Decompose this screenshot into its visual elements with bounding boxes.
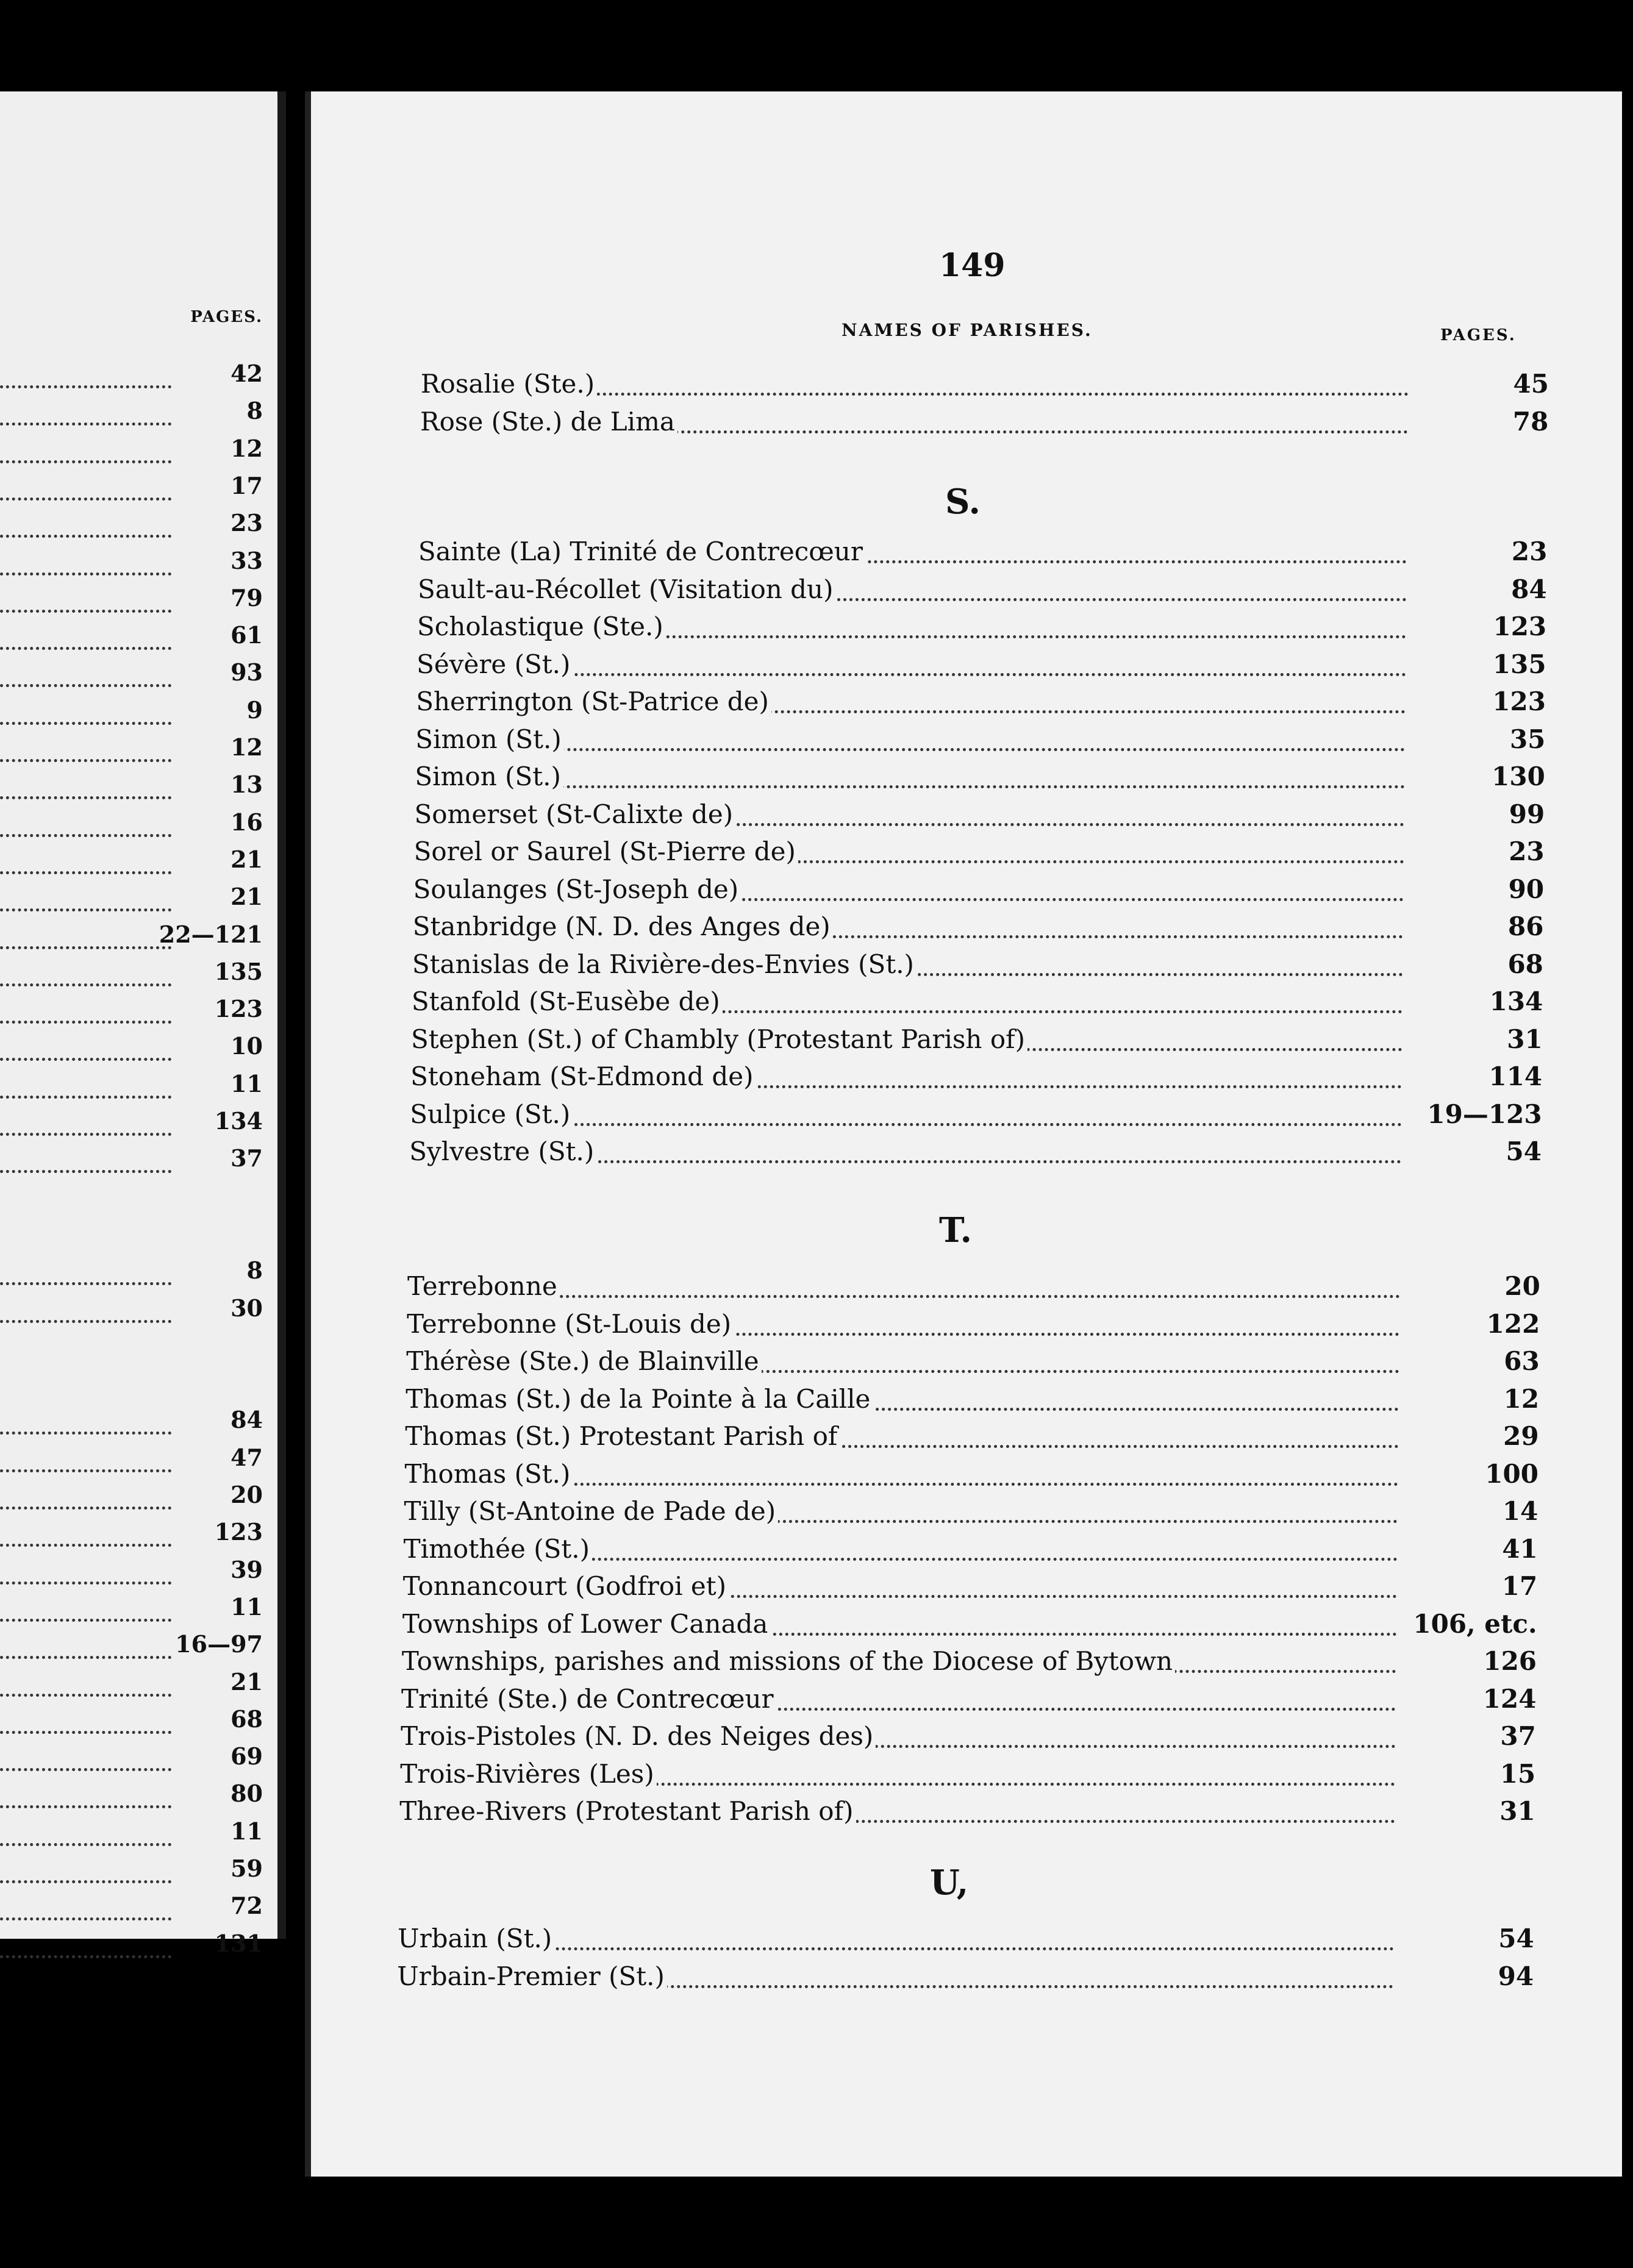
dot-leader bbox=[0, 908, 171, 911]
left-page-number: 123 bbox=[214, 995, 263, 1023]
parish-page: 54 bbox=[1506, 1136, 1542, 1166]
parish-page: 123 bbox=[1492, 686, 1546, 716]
left-page-number: 21 bbox=[230, 845, 263, 873]
parish-page: 31 bbox=[1507, 1024, 1543, 1054]
left-page-number: 23 bbox=[230, 509, 263, 537]
left-page-row bbox=[0, 771, 263, 808]
column-header: NAMES OF PARISHES. bbox=[842, 320, 1093, 340]
parish-page: 19—123 bbox=[1427, 1099, 1542, 1129]
left-page-number: 68 bbox=[230, 1705, 263, 1733]
dot-leader bbox=[0, 1469, 171, 1472]
left-page-number: 37 bbox=[230, 1144, 263, 1172]
parish-page: 14 bbox=[1502, 1496, 1538, 1526]
dot-leader bbox=[0, 759, 171, 762]
pages-header: PAGES. bbox=[1440, 326, 1517, 344]
parish-name: Somerset (St-Calixte de) bbox=[414, 799, 735, 829]
dot-leader bbox=[0, 460, 171, 463]
parish-entry bbox=[403, 1533, 1538, 1572]
section-letter: U, bbox=[930, 1863, 969, 1903]
parish-entry bbox=[416, 649, 1546, 687]
parish-entry bbox=[402, 1571, 1538, 1609]
left-page-row bbox=[0, 1481, 263, 1518]
left-page-row bbox=[0, 435, 263, 472]
left-page-row bbox=[0, 883, 263, 920]
parish-name: Sévère (St.) bbox=[416, 649, 573, 679]
parish-name: Tonnancourt (Godfroi et) bbox=[403, 1571, 729, 1601]
parish-name: Sainte (La) Trinité de Contrecœur bbox=[418, 537, 865, 566]
dot-leader bbox=[0, 647, 171, 650]
dot-leader bbox=[0, 1021, 171, 1024]
parish-entry bbox=[413, 836, 1545, 874]
left-page-number: 22—121 bbox=[159, 920, 263, 948]
left-page-row bbox=[0, 696, 263, 733]
left-page-number: 123 bbox=[214, 1518, 263, 1546]
dot-leader bbox=[0, 1656, 171, 1659]
left-page-row bbox=[0, 1107, 263, 1144]
parish-entry bbox=[412, 911, 1544, 949]
parish-page: 68 bbox=[1507, 949, 1543, 979]
dot-leader bbox=[0, 1582, 171, 1585]
left-page-row bbox=[0, 995, 263, 1032]
left-page-row bbox=[0, 584, 263, 621]
parish-entry bbox=[401, 1646, 1537, 1684]
left-page-number: 93 bbox=[230, 658, 263, 686]
parish-page: 122 bbox=[1486, 1308, 1540, 1339]
parish-name: Simon (St.) bbox=[415, 761, 563, 791]
dot-leader bbox=[0, 1544, 171, 1547]
left-page-number: 134 bbox=[214, 1107, 263, 1135]
parish-page: 90 bbox=[1508, 874, 1545, 904]
left-page-number: 131 bbox=[214, 1929, 263, 1957]
dot-leader bbox=[0, 610, 171, 613]
left-page-row bbox=[0, 1817, 263, 1855]
dot-leader bbox=[415, 785, 1404, 788]
parish-entry bbox=[420, 369, 1549, 407]
left-page-row bbox=[0, 1630, 263, 1667]
parish-entry bbox=[409, 1136, 1542, 1174]
left-page-row bbox=[0, 921, 263, 958]
right-page bbox=[305, 91, 1622, 2177]
parish-name: Sylvestre (St.) bbox=[409, 1136, 596, 1166]
parish-name: Sorel or Saurel (St-Pierre de) bbox=[414, 836, 798, 866]
left-page-row bbox=[0, 472, 263, 509]
parish-name: Stoneham (St-Edmond de) bbox=[410, 1061, 756, 1091]
parish-page: 78 bbox=[1512, 406, 1549, 437]
dot-leader bbox=[0, 983, 171, 986]
parish-entry bbox=[401, 1683, 1537, 1722]
parish-page: 99 bbox=[1509, 799, 1545, 829]
parish-page: 23 bbox=[1511, 537, 1548, 566]
parish-name: Tilly (St-Antoine de Pade de) bbox=[404, 1496, 779, 1526]
dot-leader bbox=[0, 497, 171, 501]
parish-entry bbox=[412, 949, 1543, 987]
parish-name: Scholastique (Ste.) bbox=[417, 612, 666, 641]
left-page-number: 84 bbox=[230, 1406, 263, 1434]
dot-leader bbox=[0, 535, 171, 538]
dot-leader bbox=[0, 1694, 171, 1697]
dot-leader bbox=[0, 1320, 171, 1323]
left-page-number: 9 bbox=[246, 696, 263, 724]
dot-leader bbox=[0, 1507, 171, 1510]
parish-page: 54 bbox=[1498, 1924, 1534, 1953]
parish-name: Sault-au-Récollet (Visitation du) bbox=[418, 574, 836, 604]
left-page-number: 16 bbox=[230, 808, 263, 836]
parish-entry bbox=[407, 1271, 1540, 1309]
parish-name: Terrebonne bbox=[407, 1271, 560, 1301]
left-page-row bbox=[0, 547, 263, 584]
left-page-number: 17 bbox=[230, 471, 263, 499]
parish-name: Stanislas de la Rivière-des-Envies (St.) bbox=[412, 949, 917, 979]
left-page-number: 11 bbox=[230, 1817, 263, 1845]
parish-name: Simon (St.) bbox=[415, 724, 564, 754]
parish-name: Three-Rivers (Protestant Parish of) bbox=[399, 1796, 856, 1826]
parish-entry bbox=[414, 799, 1545, 837]
left-page-number: 79 bbox=[230, 583, 263, 612]
left-page-row bbox=[0, 1518, 263, 1555]
dot-leader bbox=[0, 572, 171, 576]
left-page-row bbox=[0, 1668, 263, 1705]
parish-name: Trois-Rivières (Les) bbox=[400, 1759, 657, 1789]
left-page-number: 21 bbox=[230, 1667, 263, 1696]
dot-leader bbox=[0, 1058, 171, 1061]
parish-page: 134 bbox=[1489, 986, 1543, 1016]
left-page-number: 8 bbox=[246, 397, 263, 425]
parish-page: 12 bbox=[1503, 1383, 1540, 1414]
parish-page: 37 bbox=[1500, 1721, 1536, 1751]
left-page-row bbox=[0, 808, 263, 846]
dot-leader bbox=[0, 796, 171, 799]
left-page-number: 20 bbox=[230, 1481, 263, 1508]
left-page-row bbox=[0, 733, 263, 771]
parish-entry bbox=[416, 686, 1546, 724]
left-page-number: 47 bbox=[230, 1443, 263, 1471]
left-page-number: 13 bbox=[230, 771, 263, 799]
parish-page: 84 bbox=[1511, 574, 1547, 604]
dot-leader bbox=[0, 1432, 171, 1435]
parish-name: Thomas (St.) Protestant Parish of bbox=[405, 1421, 840, 1451]
left-page-number: 72 bbox=[230, 1892, 263, 1920]
dot-leader bbox=[0, 1133, 171, 1136]
parish-page: 124 bbox=[1482, 1683, 1537, 1714]
dot-leader bbox=[0, 871, 171, 874]
parish-name: Rosalie (Ste.) bbox=[421, 369, 597, 399]
parish-entry bbox=[415, 724, 1546, 762]
dot-leader bbox=[0, 385, 171, 388]
parish-page: 130 bbox=[1492, 761, 1545, 791]
dot-leader bbox=[0, 834, 171, 837]
parish-entry bbox=[406, 1383, 1540, 1422]
section-letter: T. bbox=[939, 1210, 972, 1250]
left-page-row bbox=[0, 1780, 263, 1817]
dot-leader bbox=[0, 946, 171, 949]
parish-entry bbox=[410, 1061, 1543, 1099]
left-page-row bbox=[0, 1930, 263, 1967]
dot-leader bbox=[0, 423, 171, 426]
parish-name: Terrebonne (St-Louis de) bbox=[407, 1309, 734, 1339]
parish-name: Timothée (St.) bbox=[404, 1534, 592, 1564]
parish-entry bbox=[411, 1024, 1543, 1062]
dot-leader bbox=[0, 722, 171, 725]
dot-leader bbox=[0, 1955, 171, 1958]
parish-page: 29 bbox=[1503, 1421, 1539, 1451]
parish-name: Soulanges (St-Joseph de) bbox=[413, 874, 741, 904]
left-page-number: 11 bbox=[230, 1592, 263, 1621]
parish-name: Stephen (St.) of Chambly (Protestant Parish of) bbox=[411, 1024, 1027, 1054]
left-page-number: 69 bbox=[230, 1742, 263, 1771]
parish-entry bbox=[400, 1758, 1536, 1797]
parish-entry bbox=[405, 1421, 1539, 1459]
parish-page: 123 bbox=[1493, 612, 1547, 641]
section-letter: S. bbox=[945, 482, 981, 522]
parish-entry bbox=[401, 1721, 1536, 1759]
parish-page: 86 bbox=[1508, 911, 1544, 941]
dot-leader bbox=[0, 1282, 171, 1285]
dot-leader bbox=[0, 1843, 171, 1846]
left-page-number: 80 bbox=[230, 1780, 263, 1808]
parish-page: 126 bbox=[1483, 1646, 1537, 1676]
parish-page: 23 bbox=[1509, 836, 1545, 866]
parish-entry bbox=[418, 537, 1548, 574]
dot-leader bbox=[0, 1880, 171, 1883]
left-page-row bbox=[0, 1892, 263, 1929]
parish-entry bbox=[417, 612, 1547, 649]
parish-page: 94 bbox=[1498, 1961, 1534, 1991]
parish-name: Urbain-Premier (St.) bbox=[397, 1961, 667, 1991]
left-page-row bbox=[0, 1406, 263, 1443]
parish-entry bbox=[410, 1099, 1542, 1137]
left-page-row bbox=[0, 1294, 263, 1332]
parish-entry bbox=[404, 1458, 1538, 1497]
left-page-row bbox=[0, 1070, 263, 1107]
left-page-row bbox=[0, 658, 263, 696]
dot-leader bbox=[0, 1917, 171, 1920]
left-page-row bbox=[0, 1032, 263, 1069]
parish-name: Thomas (St.) bbox=[404, 1459, 573, 1489]
parish-name: Townships, parishes and missions of the Diocese of Bytown bbox=[402, 1646, 1175, 1676]
parish-page: 114 bbox=[1488, 1061, 1543, 1091]
left-page-number: 10 bbox=[230, 1032, 263, 1060]
dot-leader bbox=[0, 1619, 171, 1622]
parish-entry bbox=[411, 986, 1543, 1024]
dot-leader bbox=[0, 1731, 171, 1734]
parish-entry bbox=[402, 1608, 1537, 1647]
left-page-number: 61 bbox=[230, 621, 263, 649]
parish-name: Urbain (St.) bbox=[398, 1924, 554, 1953]
left-page bbox=[0, 91, 286, 1957]
parish-name: Trois-Pistoles (N. D. des Neiges des) bbox=[401, 1721, 876, 1751]
left-page-number: 135 bbox=[214, 957, 263, 985]
left-page-row bbox=[0, 397, 263, 434]
left-pages-header: PAGES. bbox=[190, 308, 263, 326]
parish-name: Thérèse (Ste.) de Blainville bbox=[406, 1346, 761, 1376]
left-page-row bbox=[0, 1593, 263, 1630]
parish-name: Trinité (Ste.) de Contrecœur bbox=[401, 1684, 776, 1714]
dot-leader bbox=[0, 1768, 171, 1771]
dot-leader bbox=[0, 684, 171, 687]
parish-page: 41 bbox=[1502, 1533, 1538, 1564]
parish-name: Rose (Ste.) de Lima bbox=[420, 407, 677, 437]
parish-entry bbox=[398, 1924, 1534, 1961]
parish-page: 45 bbox=[1513, 369, 1549, 399]
parish-entry bbox=[407, 1308, 1540, 1347]
parish-name: Townships of Lower Canada bbox=[402, 1609, 771, 1639]
left-page-number: 12 bbox=[230, 434, 263, 462]
left-page-number: 16—97 bbox=[175, 1630, 263, 1658]
dot-leader bbox=[0, 1170, 171, 1173]
parish-entry bbox=[404, 1496, 1538, 1534]
parish-entry bbox=[417, 574, 1547, 612]
left-page-row bbox=[0, 958, 263, 995]
left-page-number: 21 bbox=[230, 883, 263, 911]
parish-entry bbox=[420, 406, 1549, 444]
parish-entry bbox=[397, 1961, 1534, 1999]
dot-leader bbox=[0, 1805, 171, 1808]
parish-name: Thomas (St.) de la Pointe à la Caille bbox=[406, 1384, 873, 1414]
parish-page: 35 bbox=[1509, 724, 1546, 754]
parish-entry bbox=[399, 1796, 1535, 1834]
dot-leader bbox=[0, 1096, 171, 1099]
parish-name: Stanbridge (N. D. des Anges de) bbox=[413, 911, 833, 941]
parish-page: 63 bbox=[1504, 1346, 1540, 1376]
left-page-row bbox=[0, 846, 263, 883]
parish-page: 106, etc. bbox=[1413, 1608, 1537, 1639]
parish-name: Sulpice (St.) bbox=[410, 1099, 573, 1129]
parish-entry bbox=[406, 1346, 1540, 1384]
left-page-row bbox=[0, 1144, 263, 1182]
left-page-row bbox=[0, 1257, 263, 1294]
left-page-number: 12 bbox=[230, 733, 263, 761]
left-page-number: 8 bbox=[246, 1257, 263, 1285]
left-page-row bbox=[0, 1556, 263, 1593]
parish-page: 15 bbox=[1499, 1758, 1536, 1789]
left-page-number: 11 bbox=[230, 1069, 263, 1097]
parish-page: 135 bbox=[1492, 649, 1546, 679]
left-page-number: 39 bbox=[230, 1555, 263, 1583]
left-page-row bbox=[0, 1742, 263, 1780]
left-page-number: 30 bbox=[230, 1294, 263, 1322]
left-page-row bbox=[0, 360, 263, 397]
left-page-row bbox=[0, 1444, 263, 1481]
left-page-number: 42 bbox=[230, 360, 263, 387]
left-page-row bbox=[0, 509, 263, 546]
parish-page: 100 bbox=[1485, 1458, 1538, 1489]
parish-page: 20 bbox=[1504, 1271, 1540, 1301]
parish-entry bbox=[413, 874, 1545, 912]
left-page-row bbox=[0, 1705, 263, 1742]
left-page-row bbox=[0, 621, 263, 658]
parish-name: Stanfold (St-Eusèbe de) bbox=[412, 986, 723, 1016]
left-page-number: 59 bbox=[230, 1855, 263, 1882]
parish-page: 31 bbox=[1499, 1796, 1535, 1826]
page-number: 149 bbox=[939, 247, 1006, 284]
left-page-number: 33 bbox=[230, 546, 263, 574]
parish-name: Sherrington (St-Patrice de) bbox=[416, 686, 771, 716]
left-page-row bbox=[0, 1855, 263, 1892]
parish-page: 17 bbox=[1501, 1571, 1538, 1601]
parish-entry bbox=[415, 761, 1545, 799]
